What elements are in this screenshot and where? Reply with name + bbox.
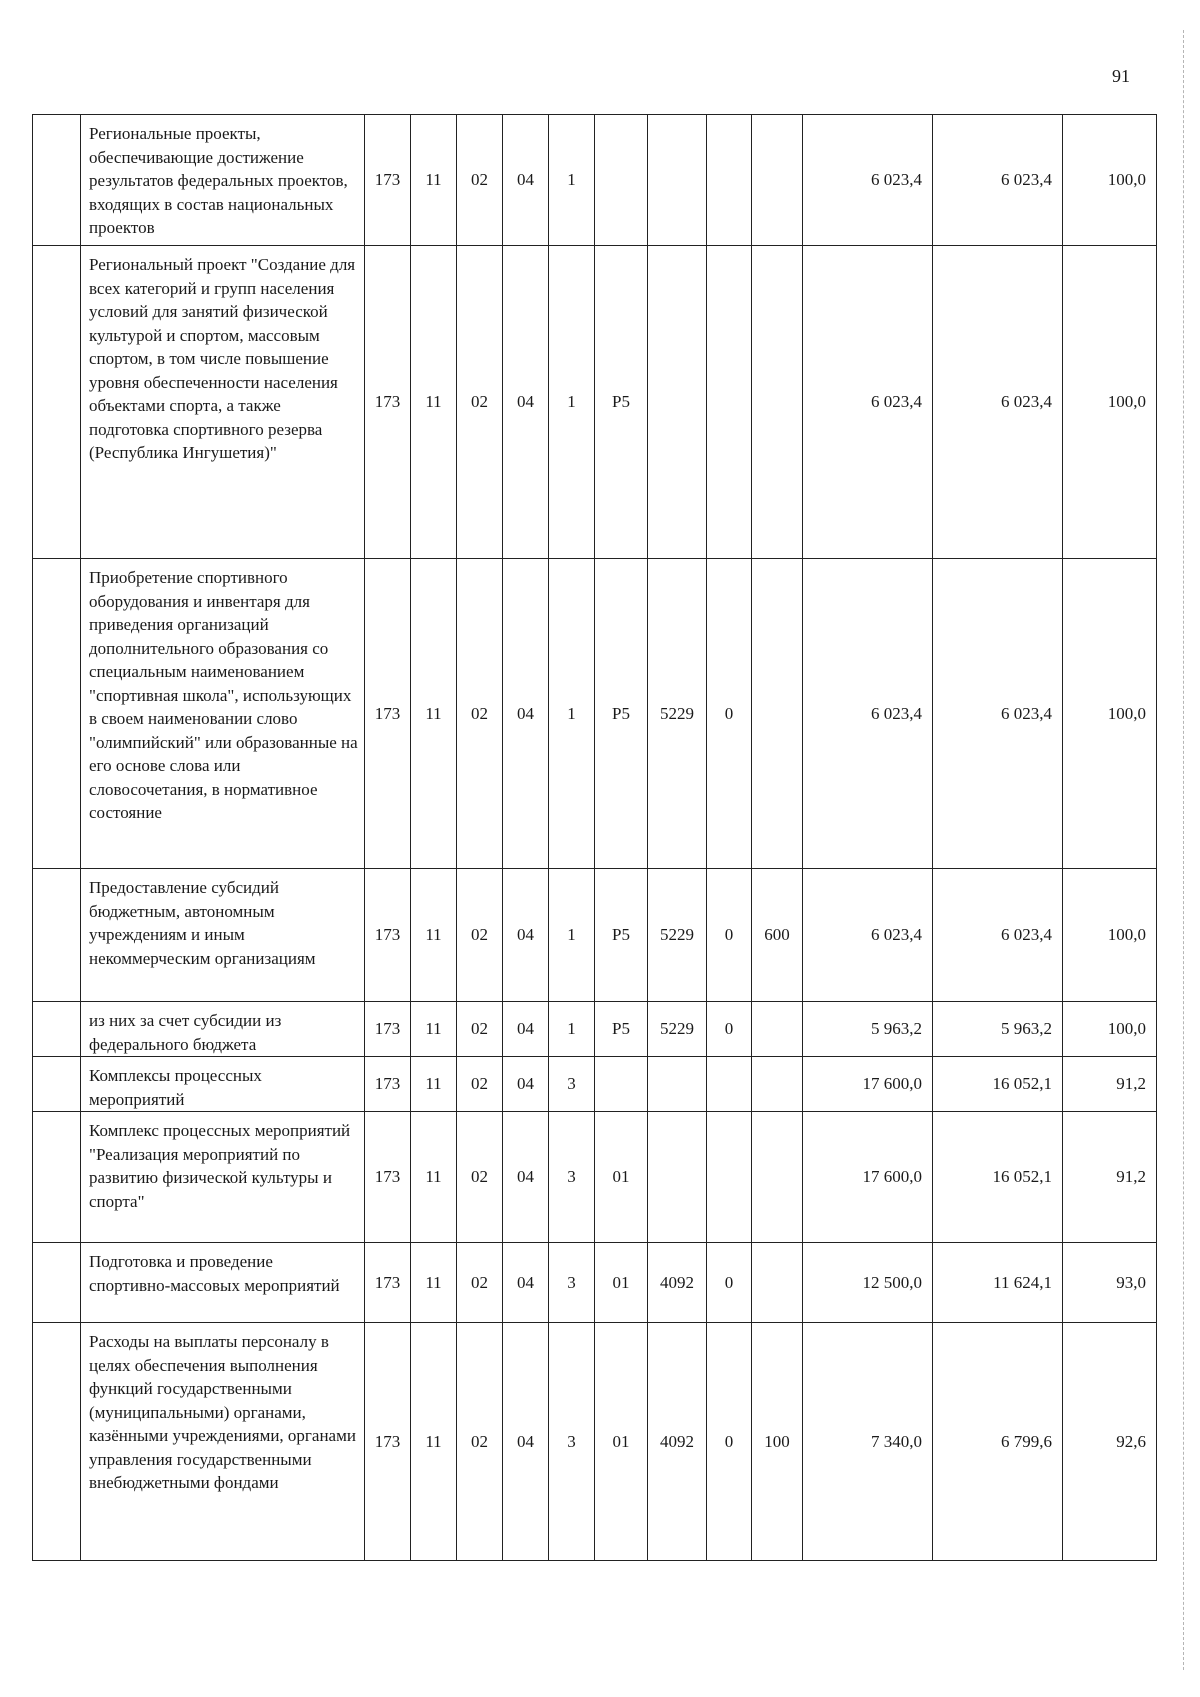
- expense-type-cell: 100: [752, 1323, 803, 1561]
- expense-type-cell: [752, 1112, 803, 1243]
- fact-cell: 6 023,4: [933, 559, 1063, 869]
- pr-cell: 02: [457, 1112, 503, 1243]
- project-cell: P5: [595, 1002, 648, 1057]
- direction-cell: 4092: [648, 1323, 707, 1561]
- expense-type-cell: [752, 1243, 803, 1323]
- pr-cell: 02: [457, 246, 503, 559]
- item-name: Региональные проекты, обеспечивающие достижение результатов федеральных проектов, входящих в состав национальных проектов: [81, 115, 365, 246]
- page-number: 91: [1112, 66, 1130, 86]
- pr-cell: 02: [457, 1057, 503, 1112]
- program-cell: 04: [503, 1112, 549, 1243]
- rz-cell: 11: [411, 869, 457, 1002]
- plan-cell: 6 023,4: [803, 246, 933, 559]
- program-cell: 04: [503, 869, 549, 1002]
- item-name: Комплексы процессных мероприятий: [81, 1057, 365, 1112]
- project-cell: P5: [595, 559, 648, 869]
- subprogram-cell: 3: [549, 1243, 595, 1323]
- number-cell: [33, 559, 81, 869]
- pr-cell: 02: [457, 559, 503, 869]
- pr-cell: 02: [457, 1002, 503, 1057]
- fact-cell: 6 023,4: [933, 115, 1063, 246]
- direction-cell: [648, 1057, 707, 1112]
- number-cell: [33, 246, 81, 559]
- scan-edge-line: [1183, 30, 1184, 1670]
- ved-cell: 173: [365, 246, 411, 559]
- fact-cell: 11 624,1: [933, 1243, 1063, 1323]
- fact-cell: 6 799,6: [933, 1323, 1063, 1561]
- project-cell: 01: [595, 1243, 648, 1323]
- ved-cell: 173: [365, 559, 411, 869]
- subprogram-cell: 1: [549, 869, 595, 1002]
- fact-cell: 16 052,1: [933, 1057, 1063, 1112]
- pr-cell: 02: [457, 1323, 503, 1561]
- item-name: из них за счет субсидии из федерального бюджета: [81, 1002, 365, 1057]
- number-cell: [33, 1112, 81, 1243]
- direction-cell: 5229: [648, 1002, 707, 1057]
- number-cell: [33, 1323, 81, 1561]
- plan-cell: 17 600,0: [803, 1057, 933, 1112]
- pr-cell: 02: [457, 1243, 503, 1323]
- subprogram-cell: 1: [549, 1002, 595, 1057]
- item-name: Подготовка и проведение спортивно-массовых мероприятий: [81, 1243, 365, 1323]
- rz-cell: 11: [411, 246, 457, 559]
- fact-cell: 6 023,4: [933, 246, 1063, 559]
- table-row: [33, 869, 1157, 1002]
- pr-cell: 02: [457, 115, 503, 246]
- ved-cell: 173: [365, 1002, 411, 1057]
- project-cell: [595, 1057, 648, 1112]
- percent-cell: 93,0: [1063, 1243, 1157, 1323]
- project-cell: 01: [595, 1112, 648, 1243]
- separator-cell: [707, 1112, 752, 1243]
- program-cell: 04: [503, 559, 549, 869]
- expense-type-cell: 600: [752, 869, 803, 1002]
- separator-cell: 0: [707, 559, 752, 869]
- fact-cell: 6 023,4: [933, 869, 1063, 1002]
- percent-cell: 100,0: [1063, 246, 1157, 559]
- table-row: [33, 1112, 1157, 1243]
- pr-cell: 02: [457, 869, 503, 1002]
- direction-cell: [648, 1112, 707, 1243]
- rz-cell: 11: [411, 115, 457, 246]
- subprogram-cell: 1: [549, 115, 595, 246]
- number-cell: [33, 1243, 81, 1323]
- item-name: Расходы на выплаты персоналу в целях обеспечения выполнения функций государственными (муниципальными) органами, казёнными учреждениями, органами управления государственными внебюджетными фондами: [81, 1323, 365, 1561]
- plan-cell: 12 500,0: [803, 1243, 933, 1323]
- ved-cell: 173: [365, 1112, 411, 1243]
- expense-type-cell: [752, 1002, 803, 1057]
- separator-cell: 0: [707, 1002, 752, 1057]
- rz-cell: 11: [411, 1323, 457, 1561]
- program-cell: 04: [503, 1243, 549, 1323]
- subprogram-cell: 3: [549, 1323, 595, 1561]
- project-cell: 01: [595, 1323, 648, 1561]
- direction-cell: [648, 115, 707, 246]
- rz-cell: 11: [411, 559, 457, 869]
- table-row: [33, 1002, 1157, 1057]
- separator-cell: 0: [707, 869, 752, 1002]
- separator-cell: [707, 115, 752, 246]
- table-row: [33, 1057, 1157, 1112]
- program-cell: 04: [503, 1057, 549, 1112]
- expense-type-cell: [752, 246, 803, 559]
- percent-cell: 91,2: [1063, 1112, 1157, 1243]
- rz-cell: 11: [411, 1112, 457, 1243]
- number-cell: [33, 1002, 81, 1057]
- table-row: [33, 1243, 1157, 1323]
- ved-cell: 173: [365, 1243, 411, 1323]
- program-cell: 04: [503, 246, 549, 559]
- percent-cell: 100,0: [1063, 869, 1157, 1002]
- subprogram-cell: 3: [549, 1057, 595, 1112]
- plan-cell: 6 023,4: [803, 869, 933, 1002]
- plan-cell: 7 340,0: [803, 1323, 933, 1561]
- project-cell: [595, 115, 648, 246]
- item-name: Комплекс процессных мероприятий "Реализация мероприятий по развитию физической культуры и спорта": [81, 1112, 365, 1243]
- number-cell: [33, 115, 81, 246]
- percent-cell: 100,0: [1063, 1002, 1157, 1057]
- separator-cell: 0: [707, 1323, 752, 1561]
- table-row: [33, 115, 1157, 246]
- percent-cell: 91,2: [1063, 1057, 1157, 1112]
- expense-type-cell: [752, 1057, 803, 1112]
- subprogram-cell: 1: [549, 559, 595, 869]
- plan-cell: 6 023,4: [803, 115, 933, 246]
- percent-cell: 100,0: [1063, 115, 1157, 246]
- program-cell: 04: [503, 1002, 549, 1057]
- percent-cell: 100,0: [1063, 559, 1157, 869]
- number-cell: [33, 1057, 81, 1112]
- item-name: Предоставление субсидий бюджетным, автономным учреждениям и иным некоммерческим организациям: [81, 869, 365, 1002]
- percent-cell: 92,6: [1063, 1323, 1157, 1561]
- separator-cell: [707, 1057, 752, 1112]
- ved-cell: 173: [365, 1057, 411, 1112]
- direction-cell: 5229: [648, 869, 707, 1002]
- number-cell: [33, 869, 81, 1002]
- direction-cell: 5229: [648, 559, 707, 869]
- direction-cell: [648, 246, 707, 559]
- program-cell: 04: [503, 1323, 549, 1561]
- rz-cell: 11: [411, 1057, 457, 1112]
- separator-cell: 0: [707, 1243, 752, 1323]
- project-cell: P5: [595, 246, 648, 559]
- item-name: Региональный проект "Создание для всех категорий и групп населения условий для занятий физической культурой и спортом, массовым спортом, в том числе повышение уровня обеспеченности населения объектами спорта, а также подготовка спортивного резерва (Республика Ингушетия)": [81, 246, 365, 559]
- table-row: [33, 559, 1157, 869]
- ved-cell: 173: [365, 1323, 411, 1561]
- expense-type-cell: [752, 559, 803, 869]
- item-name: Приобретение спортивного оборудования и инвентаря для приведения организаций дополнительного образования со специальным наименованием "спортивная школа", использующих в своем наименовании слово "олимпийский" или образованные на его основе слова или словосочетания, в нормативное состояние: [81, 559, 365, 869]
- program-cell: 04: [503, 115, 549, 246]
- table-row: [33, 1323, 1157, 1561]
- ved-cell: 173: [365, 869, 411, 1002]
- budget-table: [32, 114, 1157, 1561]
- plan-cell: 5 963,2: [803, 1002, 933, 1057]
- project-cell: P5: [595, 869, 648, 1002]
- fact-cell: 16 052,1: [933, 1112, 1063, 1243]
- rz-cell: 11: [411, 1243, 457, 1323]
- rz-cell: 11: [411, 1002, 457, 1057]
- fact-cell: 5 963,2: [933, 1002, 1063, 1057]
- expense-type-cell: [752, 115, 803, 246]
- table-row: [33, 246, 1157, 559]
- plan-cell: 6 023,4: [803, 559, 933, 869]
- subprogram-cell: 1: [549, 246, 595, 559]
- subprogram-cell: 3: [549, 1112, 595, 1243]
- ved-cell: 173: [365, 115, 411, 246]
- direction-cell: 4092: [648, 1243, 707, 1323]
- separator-cell: [707, 246, 752, 559]
- plan-cell: 17 600,0: [803, 1112, 933, 1243]
